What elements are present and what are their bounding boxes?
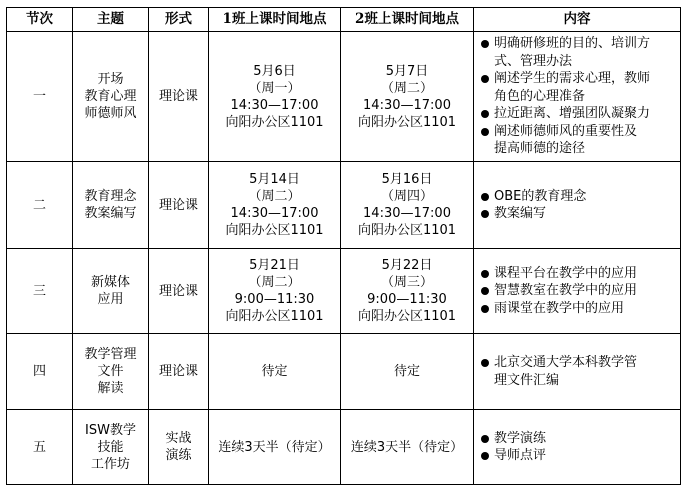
- content-line: 阐述师德师风的重要性及: [494, 123, 638, 139]
- content-line: 雨课堂在教学中的应用: [494, 300, 625, 316]
- format-line: 演练: [165, 448, 192, 463]
- topic-line: 工作坊: [90, 456, 130, 472]
- content-item: [480, 105, 676, 123]
- table-row: [7, 334, 681, 410]
- content-item: [480, 282, 676, 300]
- content-item: [480, 300, 676, 318]
- content-cell: [474, 410, 681, 485]
- table-row: [7, 249, 681, 334]
- class2-cell: [341, 32, 474, 162]
- class1-weekday: （周一）: [248, 80, 301, 96]
- class2-location: 向阳办公区1101: [357, 223, 457, 238]
- format-cell: [149, 410, 209, 485]
- content-cell: [474, 162, 681, 249]
- content-line: 阐述学生的需求心理，教师: [494, 71, 651, 87]
- class2-location: 向阳办公区1101: [357, 114, 457, 130]
- topic-cell: [73, 410, 149, 485]
- content-item: [480, 430, 676, 448]
- content-line: 理文件汇编: [494, 372, 560, 388]
- class1-status: 连续3天半（待定）: [218, 439, 331, 455]
- class2-status: 连续3天半（待定）: [350, 439, 464, 455]
- class2-date: 5月16日: [381, 172, 433, 187]
- content-cell: [474, 249, 681, 334]
- header-session: 节次: [7, 8, 73, 32]
- format-line: 理论课: [158, 89, 198, 104]
- topic-cell: [73, 334, 149, 410]
- class2-time: 14:30—17:00: [363, 206, 451, 221]
- topic-line: 新媒体: [90, 275, 130, 290]
- class1-time: 9:00—11:30: [234, 292, 315, 307]
- format-cell: [149, 249, 209, 334]
- content-cell: [474, 334, 681, 410]
- class1-cell: [209, 410, 341, 485]
- content-line: 提高师德的途径: [494, 141, 586, 157]
- class2-cell: [341, 334, 474, 410]
- topic-line: 师德师风: [84, 106, 137, 121]
- content-line: 课程平台在教学中的应用: [494, 265, 638, 281]
- class1-cell: [209, 162, 341, 249]
- content-line: 拉近距离、增强团队凝聚力: [494, 106, 651, 122]
- format-line: 实战: [165, 431, 192, 446]
- class2-time: 9:00—11:30: [367, 292, 447, 307]
- content-item: [480, 265, 676, 283]
- format-cell: [149, 32, 209, 162]
- topic-line: 教学管理: [84, 347, 137, 362]
- format-line: 理论课: [158, 364, 198, 379]
- topic-cell: [73, 162, 149, 249]
- topic-line: 教案编写: [84, 206, 137, 221]
- class2-location: 向阳办公区1101: [357, 309, 457, 324]
- topic-line: 教育心理: [84, 89, 137, 104]
- table-row: [7, 32, 681, 162]
- class2-date: 5月22日: [381, 258, 433, 273]
- content-item: [480, 205, 676, 223]
- class1-weekday: （周二）: [248, 275, 301, 290]
- class2-cell: [341, 162, 474, 249]
- header-class2: 2班上课时间地点: [341, 8, 474, 32]
- class1-location: 向阳办公区1101: [225, 114, 324, 130]
- topic-line: 技能: [97, 439, 124, 455]
- header-row: [7, 8, 681, 32]
- session-cell: 三: [7, 249, 73, 334]
- topic-cell: [73, 249, 149, 334]
- content-line: 智慧教室在教学中的应用: [494, 283, 638, 299]
- content-line: 式、管理办法: [494, 53, 573, 69]
- header-topic: 主题: [73, 8, 149, 32]
- class1-time: 14:30—17:00: [230, 206, 319, 221]
- content-item: [480, 35, 676, 70]
- class1-location: 向阳办公区1101: [225, 223, 324, 238]
- class1-date: 5月14日: [249, 172, 300, 187]
- content-cell: [474, 32, 681, 162]
- class2-weekday: （周四）: [380, 189, 433, 204]
- content-line: 导师点评: [494, 448, 547, 463]
- class1-weekday: （周二）: [248, 189, 301, 204]
- content-line: OBE的教育理念: [494, 188, 587, 204]
- content-item: [480, 354, 676, 389]
- class1-status: 待定: [261, 364, 288, 379]
- topic-line: 解读: [97, 381, 124, 396]
- content-line: 角色的心理准备: [494, 88, 586, 104]
- class2-time: 14:30—17:00: [363, 97, 451, 113]
- content-list: [480, 430, 676, 465]
- topic-line: 文件: [97, 364, 124, 379]
- session-cell: 五: [7, 410, 73, 485]
- topic-line: ISW教学: [85, 422, 136, 438]
- session-cell: 二: [7, 162, 73, 249]
- course-schedule-table: [6, 7, 681, 485]
- header-content: 内容: [474, 8, 681, 32]
- header-class1: 1班上课时间地点: [209, 8, 341, 32]
- content-line: 教学演练: [494, 430, 547, 446]
- table-row: [7, 162, 681, 249]
- content-item: [480, 70, 676, 105]
- table-row: [7, 410, 681, 485]
- content-item: [480, 123, 676, 158]
- header-format: 形式: [149, 8, 209, 32]
- class1-cell: [209, 32, 341, 162]
- format-line: 理论课: [158, 283, 198, 299]
- session-cell: 一: [7, 32, 73, 162]
- class1-cell: [209, 249, 341, 334]
- topic-line: 开场: [97, 72, 124, 87]
- content-line: 北京交通大学本科教学管: [494, 355, 638, 370]
- content-list: [480, 354, 676, 389]
- class1-date: 5月21日: [249, 258, 300, 273]
- content-item: [480, 188, 676, 206]
- class2-cell: [341, 249, 474, 334]
- content-list: [480, 188, 676, 223]
- topic-cell: [73, 32, 149, 162]
- format-cell: [149, 334, 209, 410]
- format-line: 理论课: [158, 197, 198, 213]
- format-cell: [149, 162, 209, 249]
- class2-weekday: （周三）: [380, 275, 433, 290]
- topic-line: 应用: [97, 292, 124, 307]
- content-list: [480, 35, 676, 158]
- content-line: 明确研修班的目的、培训方: [494, 36, 651, 52]
- class1-cell: [209, 334, 341, 410]
- class1-location: 向阳办公区1101: [225, 309, 324, 324]
- content-item: [480, 447, 676, 465]
- session-cell: 四: [7, 334, 73, 410]
- content-line: 教案编写: [494, 206, 547, 221]
- topic-line: 教育理念: [84, 189, 137, 204]
- class1-time: 14:30—17:00: [230, 97, 319, 113]
- class2-date: 5月7日: [385, 63, 429, 79]
- class2-status: 待定: [393, 364, 420, 379]
- content-list: [480, 265, 676, 318]
- class2-cell: [341, 410, 474, 485]
- class2-weekday: （周二）: [380, 80, 433, 96]
- class1-date: 5月6日: [253, 63, 296, 79]
